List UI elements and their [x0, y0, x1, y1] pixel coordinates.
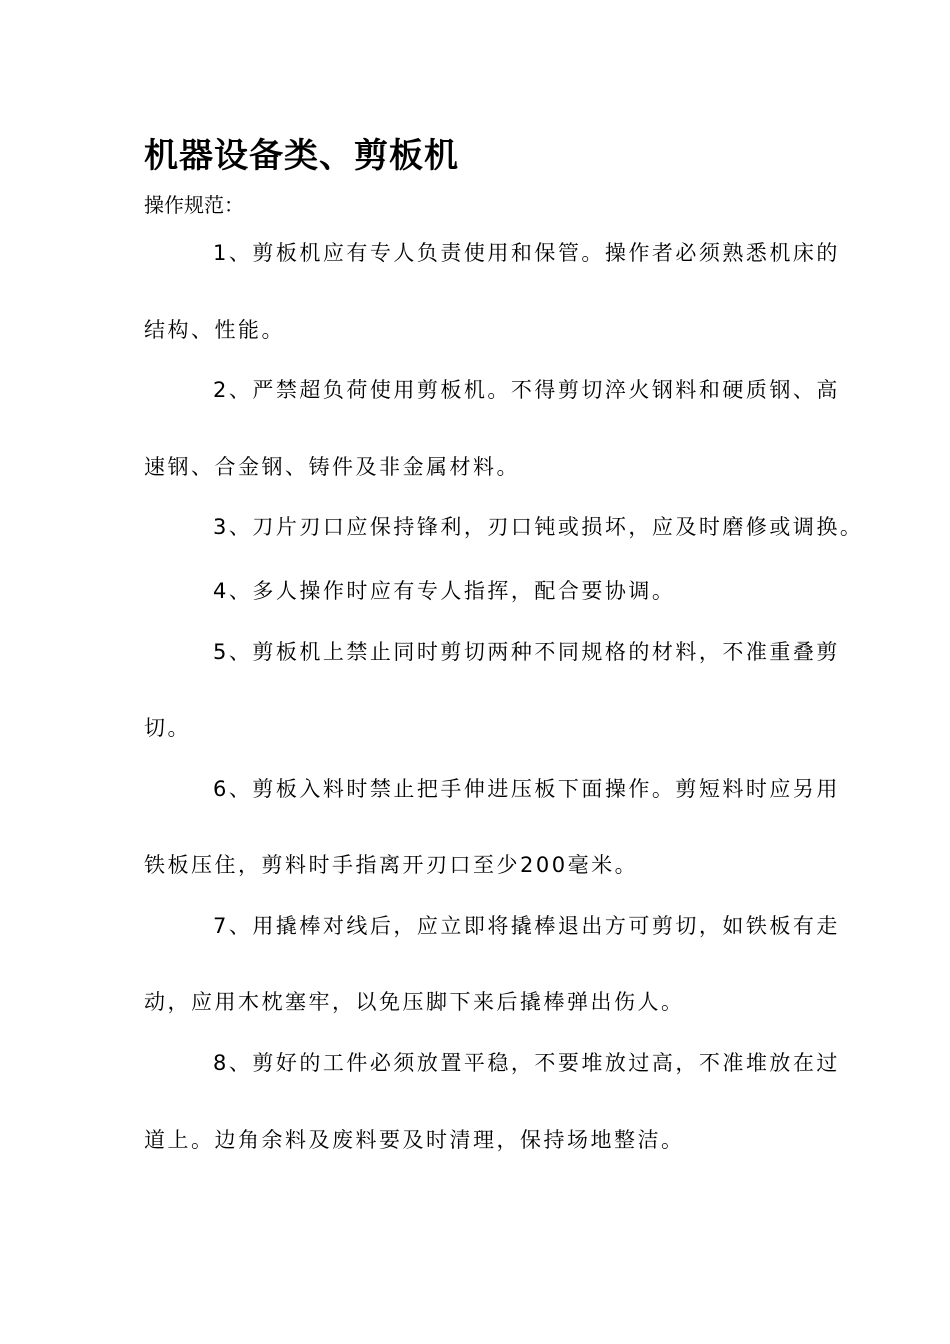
rule-2-line-1: 2、严禁超负荷使用剪板机。不得剪切淬火钢料和硬质钢、高: [213, 378, 840, 402]
rule-2-line-2: 速钢、合金钢、铸件及非金属材料。: [144, 455, 520, 479]
rule-7-line-2: 动，应用木枕塞牢，以免压脚下来后撬棒弹出伤人。: [144, 990, 685, 1014]
rule-1-line-2: 结构、性能。: [144, 318, 285, 342]
rule-4-line-1: 4、多人操作时应有专人指挥，配合要协调。: [213, 579, 676, 603]
section-label: 操作规范：: [144, 193, 244, 217]
document-title: 机器设备类、剪板机: [144, 136, 459, 176]
rule-3-line-1: 3、刀片刃口应保持锋利，刃口钝或损坏，应及时磨修或调换。: [213, 515, 864, 539]
rule-6-line-1: 6、剪板入料时禁止把手伸进压板下面操作。剪短料时应另用: [213, 777, 840, 801]
rule-8-line-1: 8、剪好的工件必须放置平稳，不要堆放过高，不准堆放在过: [213, 1051, 840, 1075]
rule-6-line-2: 铁板压住，剪料时手指离开刃口至少200毫米。: [144, 853, 639, 877]
rule-5-line-1: 5、剪板机上禁止同时剪切两种不同规格的材料，不准重叠剪: [213, 640, 840, 664]
rule-5-line-2: 切。: [144, 716, 191, 740]
rule-7-line-1: 7、用撬棒对线后，应立即将撬棒退出方可剪切，如铁板有走: [213, 914, 840, 938]
rule-8-line-2: 道上。边角余料及废料要及时清理，保持场地整洁。: [144, 1128, 685, 1152]
rule-1-line-1: 1、剪板机应有专人负责使用和保管。操作者必须熟悉机床的: [213, 241, 840, 265]
